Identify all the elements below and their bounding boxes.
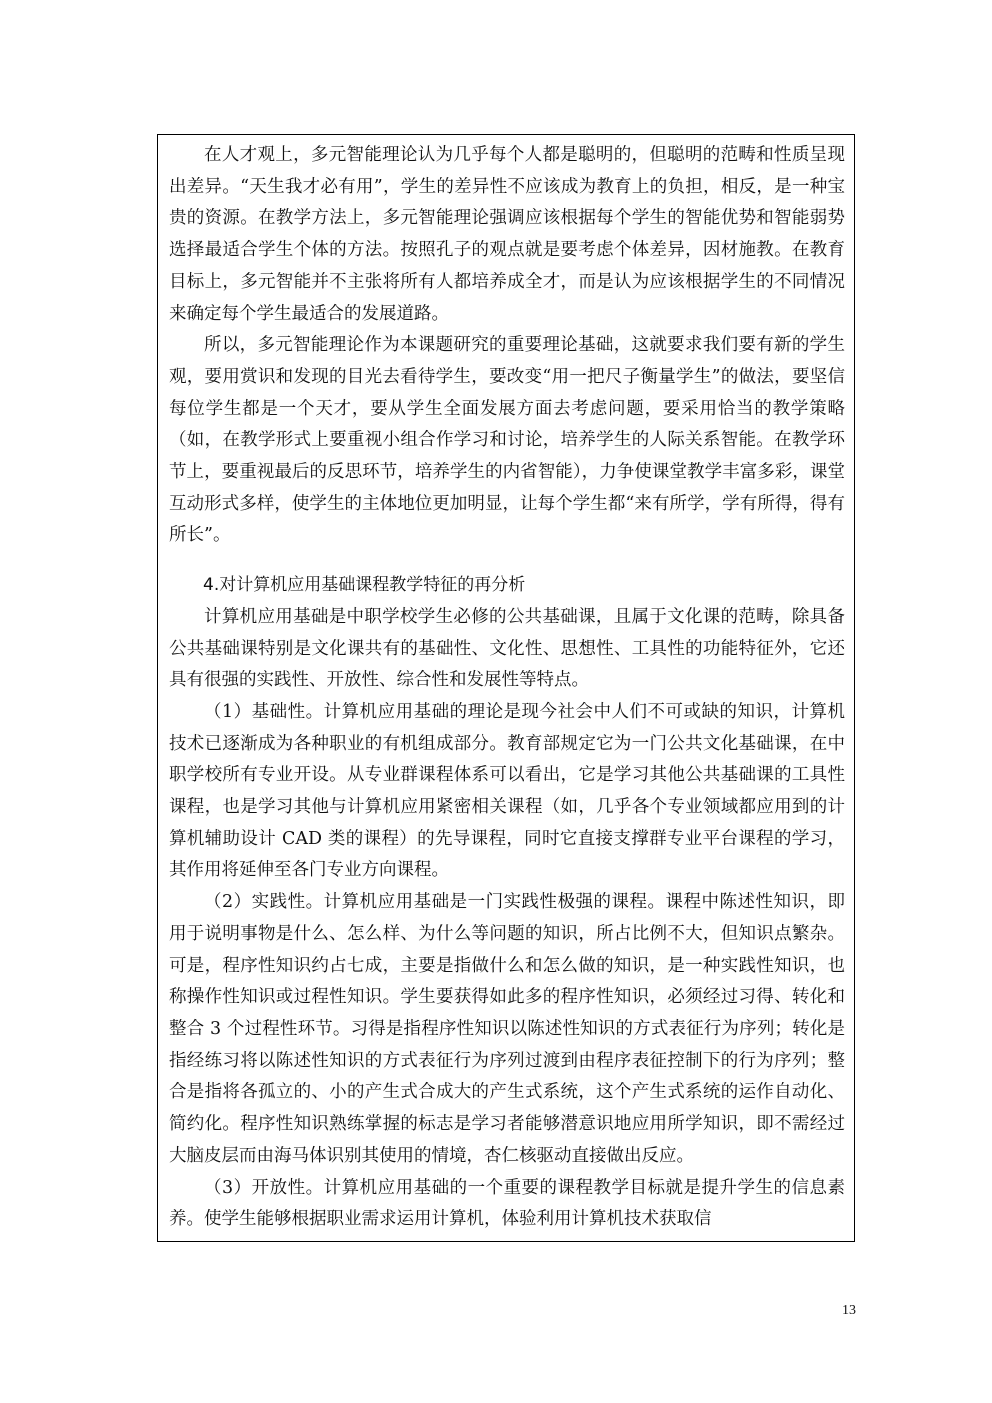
content-frame <box>157 134 855 1242</box>
paragraph-foundational: （1）基础性。计算机应用基础的理论是现今社会中人们不可或缺的知识，计算机技术已逐渐成为各种职业的有机组成部分。教育部规定它为一门公共文化基础课，在中职学校所有专业开设。从专业群课程体系可以看出，它是学习其他公共基础课的工具性课程，也是学习其他与计算机应用紧密相关课程（如，几乎各个专业领域都应用到的计算机辅助设计 CAD 类的课程）的先导课程，同时它直接支撑群专业平台课程的学习，其作用将延伸至各门专业方向课程。 <box>169 701 845 881</box>
section-gap <box>169 552 845 570</box>
paragraph-practical: （2）实践性。计算机应用基础是一门实践性极强的课程。课程中陈述性知识，即用于说明事物是什么、怎么样、为什么等问题的知识，所占比例不大，但知识点繁杂。可是，程序性知识约占七成，主要是指做什么和怎么做的知识，是一种实践性知识，也称操作性知识或过程性知识。学生要获得如此多的程序性知识，必须经过习得、转化和整合 3 个过程性环节。习得是指程序性知识以陈述性知识的方式表征行为序列；转化是指经练习将以陈述性知识的方式表征行为序列过渡到由程序表征控制下的行为序列；整合是指将各孤立的、小的产生式合成大的产生式系统，这个产生式系统的运作自动化、简约化。程序性知识熟练掌握的标志是学习者能够潜意识地应用所学知识，即不需经过大脑皮层而由海马体识别其使用的情境，杏仁核驱动直接做出反应。 <box>169 892 845 1166</box>
content-body <box>169 140 845 1236</box>
paragraph-talent-view: 在人才观上，多元智能理论认为几乎每个人都是聪明的，但聪明的范畴和性质呈现出差异。“天生我才必有用”，学生的差异性不应该成为教育上的负担，相反，是一种宝贵的资源。在教学方法上，多元智能理论强调应该根据每个学生的智能优势和智能弱势选择最适合学生个体的方法。按照孔子的观点就是要考虑个体差异，因材施教。在教育目标上，多元智能并不主张将所有人都培养成全才，而是认为应该根据学生的不同情况来确定每个学生最适合的发展道路。 <box>169 145 845 324</box>
paragraph-openness: （3）开放性。计算机应用基础的一个重要的课程教学目标就是提升学生的信息素养。使学生能够根据职业需求运用计算机，体验利用计算机技术获取信 <box>169 1177 845 1230</box>
section-heading: 4.对计算机应用基础课程教学特征的再分析 <box>203 575 526 596</box>
page-number: 13 <box>842 1303 856 1318</box>
paragraph-course-overview: 计算机应用基础是中职学校学生必修的公共基础课，且属于文化课的范畴，除具备公共基础课特别是文化课共有的基础性、文化性、思想性、工具性的功能特征外，它还具有很强的实践性、开放性、综合性和发展性等特点。 <box>169 606 845 691</box>
paragraph-student-view: 所以，多元智能理论作为本课题研究的重要理论基础，这就要求我们要有新的学生观，要用赏识和发现的目光去看待学生，要改变“用一把尺子衡量学生”的做法，要坚信每位学生都是一个天才，要从学生全面发展方面去考虑问题，要采用恰当的教学策略（如，在教学形式上要重视小组合作学习和讨论，培养学生的人际关系智能。在教学环节上，要重视最后的反思环节，培养学生的内省智能），力争使课堂教学丰富多彩，课堂互动形式多样，使学生的主体地位更加明显，让每个学生都“来有所学，学有所得，得有所长”。 <box>169 335 845 546</box>
